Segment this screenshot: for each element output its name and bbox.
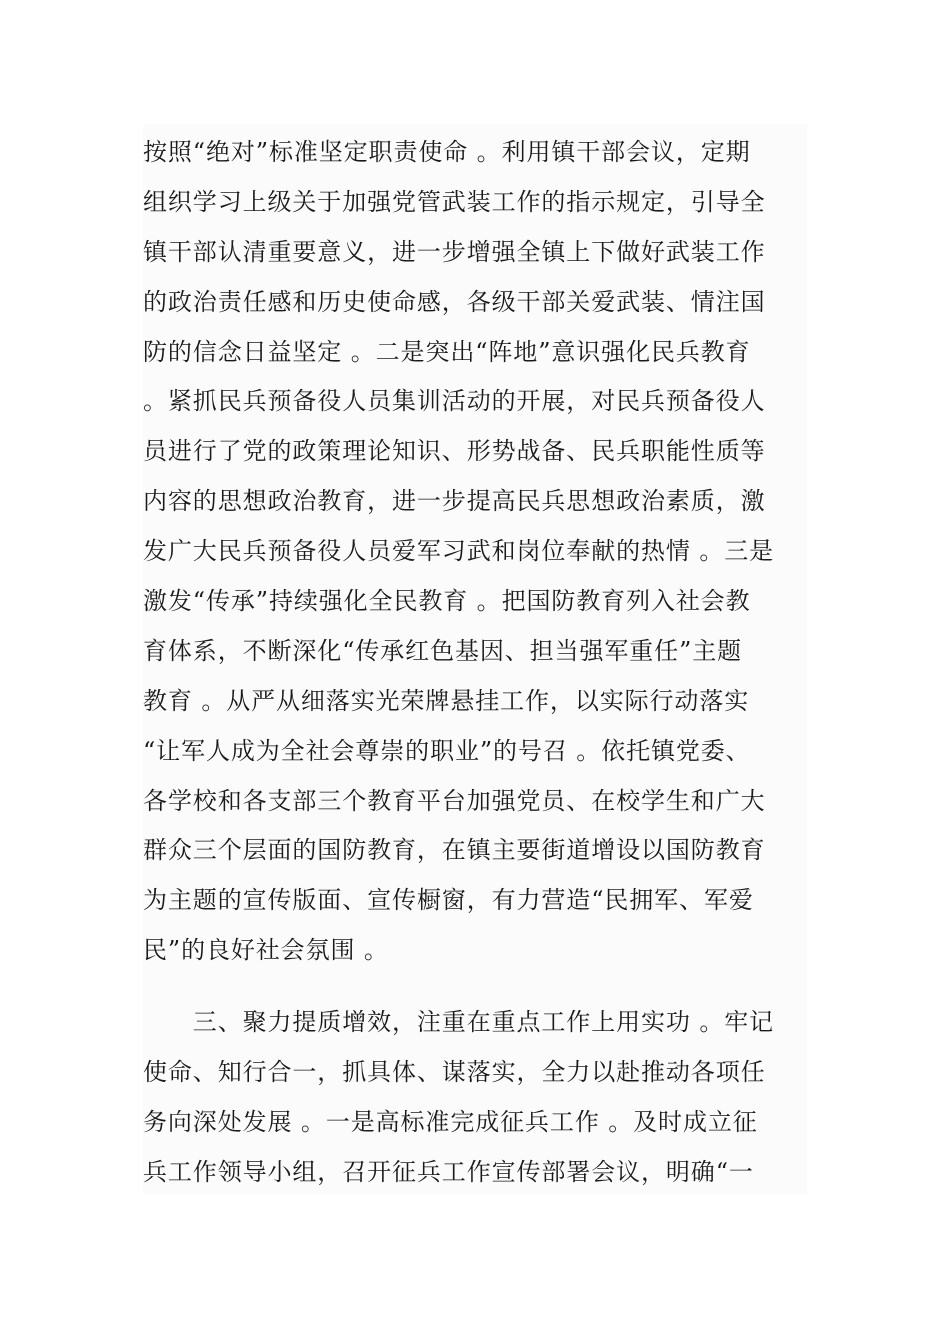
text-line: 。紧抓民兵预备役人员集训活动的开展，对民兵预备役人 (143, 387, 766, 416)
text-line: 民”的良好社会氛围 。 (143, 936, 389, 965)
text-line: 务向深处发展 。一是高标准完成征兵工作 。及时成立征 (143, 1107, 758, 1136)
text-line: 育体系，不断深化“传承红色基因、担当强军重任”主题 (143, 636, 743, 665)
text-line: 为主题的宣传版面、宣传橱窗，有力营造“民拥军、军爱 (143, 886, 754, 915)
text-line: “让军人成为全社会尊崇的职业”的号召 。依托镇党委、 (143, 736, 751, 765)
text-line: 组织学习上级关于加强党管武装工作的指示规定，引导全 (143, 187, 766, 216)
text-line: 激发“传承”持续强化全民教育 。把国防教育列入社会教 (143, 587, 751, 616)
text-line: 镇干部认清重要意义，进一步增强全镇上下做好武装工作 (143, 237, 766, 266)
text-line: 三、聚力提质增效，注重在重点工作上用实功 。牢记 (143, 1008, 775, 1037)
paragraph-national-defense-education (143, 124, 807, 976)
text-line: 使命、知行合一，抓具体、谋落实，全力以赴推动各项任 (143, 1058, 766, 1087)
paragraph-section-three (143, 998, 807, 1194)
text-line: 员进行了党的政策理论知识、形势战备、民兵职能性质等 (143, 437, 766, 466)
text-line: 发广大民兵预备役人员爱军习武和岗位奉献的热情 。三是 (143, 537, 775, 566)
text-line: 按照“绝对”标准坚定职责使命 。利用镇干部会议，定期 (143, 138, 751, 166)
document-text-block (143, 124, 807, 1194)
text-line: 的政治责任感和历史使命感，各级干部关爱武装、情注国 (143, 287, 766, 316)
text-line: 防的信念日益坚定 。二是突出“阵地”意识强化民兵教育 (143, 337, 751, 366)
text-line: 兵工作领导小组，召开征兵工作宣传部署会议，明确“一 (143, 1157, 754, 1186)
text-line: 教育 。从严从细落实光荣牌悬挂工作，以实际行动落实 (143, 686, 750, 715)
text-line: 内容的思想政治教育，进一步提高民兵思想政治素质，激 (143, 487, 766, 516)
text-line: 群众三个层面的国防教育，在镇主要街道增设以国防教育 (143, 836, 766, 865)
text-line: 各学校和各支部三个教育平台加强党员、在校学生和广大 (143, 786, 766, 815)
